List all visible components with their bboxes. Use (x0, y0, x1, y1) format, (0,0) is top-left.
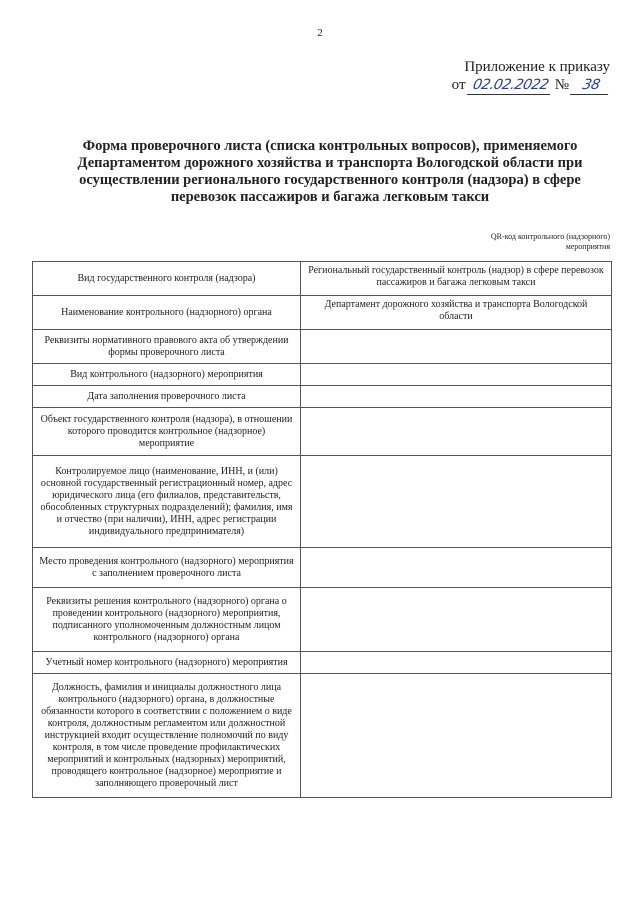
form-row-value (301, 330, 612, 364)
form-row (33, 548, 612, 588)
form-row-label: Наименование контрольного (надзорного) органа (33, 296, 301, 330)
number-label: № (554, 77, 569, 93)
from-label: от (451, 77, 466, 93)
appendix-line: Приложение к приказу (464, 59, 610, 75)
form-row-value (301, 364, 612, 386)
form-row-value (301, 652, 612, 674)
form-row-label: Должность, фамилия и инициалы должностного лица контрольного (надзорного) органа, в должностные обязанности которого в соответствии с положением о виде контроля, должностным регламентом или должностной инструкцией входит осуществление полномочий по виду контроля, в том числе проведение профилактических мероприятий и контрольных (надзорных) мероприятий, проводящего контрольное (надзорное) мероприятие и заполняющего проверочный лист (33, 674, 301, 798)
form-row-value (301, 548, 612, 588)
form-row-value (301, 408, 612, 456)
form-row-label: Вид контрольного (надзорного) мероприятия (33, 364, 301, 386)
appendix-reference (452, 58, 610, 95)
form-row (33, 674, 612, 798)
form-row-label: Реквизиты нормативного правового акта об утверждении формы проверочного листа (33, 330, 301, 364)
form-row (33, 330, 612, 364)
form-row-value: Региональный государственный контроль (надзор) в сфере перевозок пассажиров и багажа легковым такси (301, 262, 612, 296)
form-row-value (301, 588, 612, 652)
form-row (33, 364, 612, 386)
page-number: 2 (317, 27, 323, 39)
qr-code-caption: QR-код контрольного (надзорного) мероприятия (490, 232, 610, 251)
form-row-label: Дата заполнения проверочного листа (33, 386, 301, 408)
form-row-value: Департамент дорожного хозяйства и транспорта Вологодской области (301, 296, 612, 330)
form-row-label: Учетный номер контрольного (надзорного) мероприятия (33, 652, 301, 674)
form-row (33, 296, 612, 330)
form-row-value (301, 386, 612, 408)
form-row (33, 262, 612, 296)
form-row-label: Реквизиты решения контрольного (надзорного) органа о проведении контрольного (надзорного) мероприятия, подписанного уполномоченным должностным лицом контрольного (надзорного) органа (33, 588, 301, 652)
form-row (33, 456, 612, 548)
handwritten-date: 02.02.2022 (466, 76, 553, 95)
form-row (33, 386, 612, 408)
checklist-form-table (32, 261, 612, 798)
form-row (33, 588, 612, 652)
form-row-label: Вид государственного контроля (надзора) (33, 262, 301, 296)
form-row (33, 652, 612, 674)
form-row-label: Место проведения контрольного (надзорного) мероприятия с заполнением проверочного листа (33, 548, 301, 588)
form-row (33, 408, 612, 456)
form-row-label: Объект государственного контроля (надзора), в отношении которого проводится контрольное (надзорное) мероприятие (33, 408, 301, 456)
appendix-date-line (452, 76, 610, 95)
handwritten-number: 38 (570, 76, 612, 95)
form-row-label: Контролируемое лицо (наименование, ИНН, и (или) основной государственный регистрационный номер, адрес юридического лица (его филиалов, представительств, обособленных структурных подразделений); фамилия, имя и отчество (при наличии), ИНН, адрес регистрации индивидуального предпринимателя) (33, 456, 301, 548)
document-title: Форма проверочного листа (списка контрольных вопросов), применяемого Департаментом дорожного хозяйства и транспорта Вологодской области при осуществлении регионального государственного контроля (надзора) в сфере перевозок пассажиров и багажа легковым такси (77, 138, 583, 205)
form-row-value (301, 674, 612, 798)
form-row-value (301, 456, 612, 548)
